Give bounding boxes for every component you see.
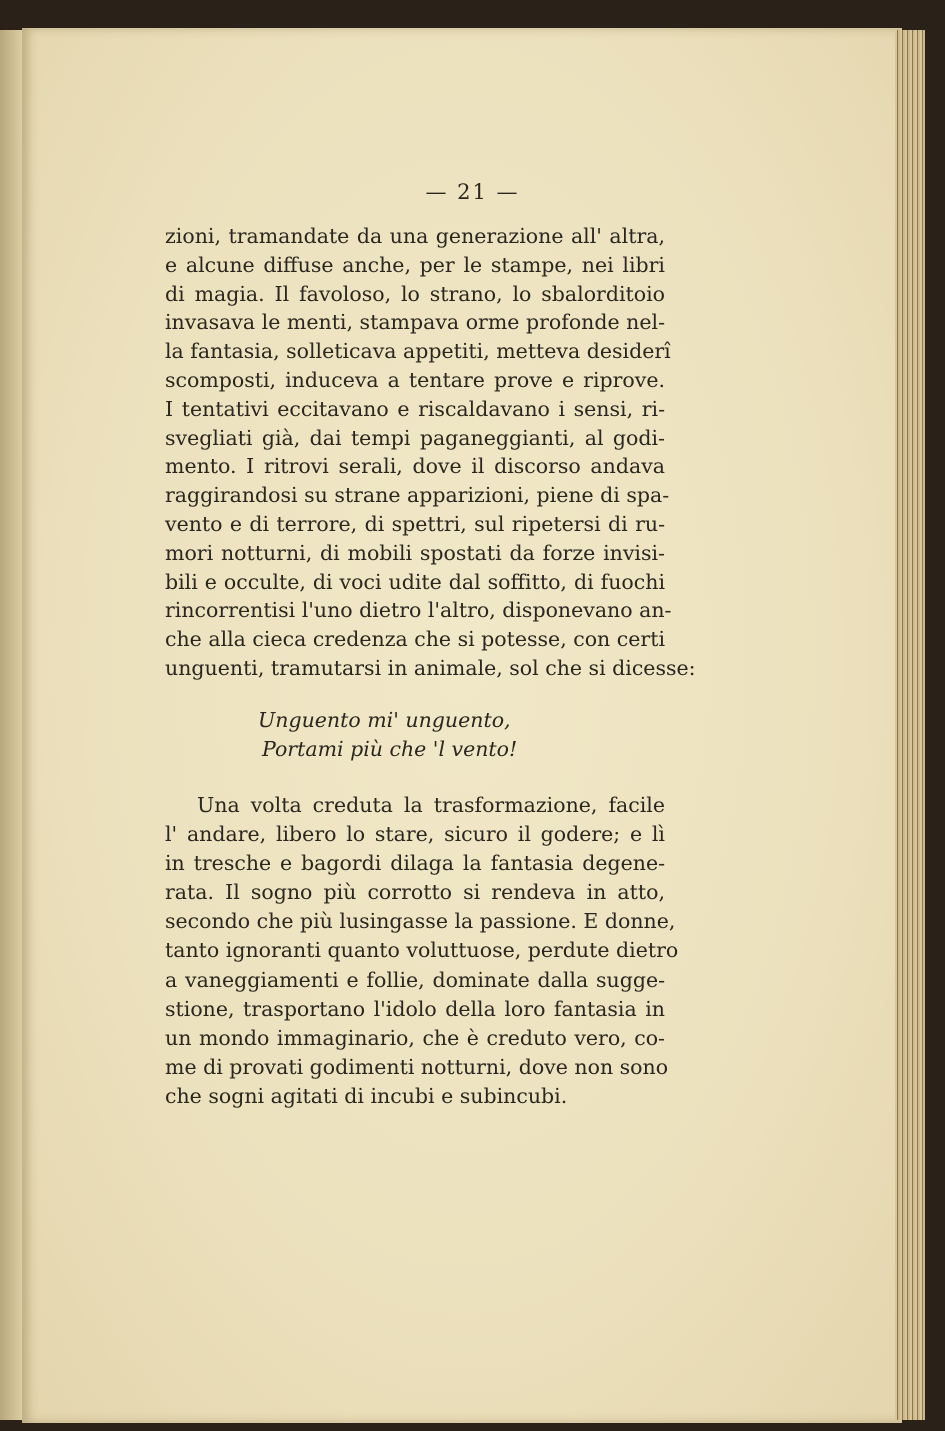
text-line: vento e di terrore, di spettri, sul ripetersi di ru- (165, 511, 665, 536)
text-line: la fantasia, solleticava appetiti, metteva desiderî (165, 339, 671, 364)
text-line: un mondo immaginario, che è creduto vero, co- (165, 1025, 665, 1050)
paragraph-1 (165, 222, 696, 683)
text-line: bili e occulte, di voci udite dal soffitto, di fuochi (165, 569, 665, 594)
facing-page-edge (0, 30, 22, 1420)
text-line: rincorrentisi l'uno dietro l'altro, disponevano an- (165, 598, 672, 623)
text-line: me di provati godimenti notturni, dove non sono (165, 1054, 669, 1079)
page-stack-edges (895, 30, 925, 1420)
text-line: tanto ignoranti quanto voluttuose, perdute dietro (165, 938, 679, 963)
text-line: l' andare, libero lo stare, sicuro il godere; e lì (165, 822, 665, 847)
text-line: unguenti, tramutarsi in animale, sol che si dicesse: (165, 655, 696, 680)
text-line: svegliati già, dai tempi paganeggianti, al godi- (165, 425, 665, 450)
text-line: stione, trasportano l'idolo della loro fantasia in (165, 996, 665, 1021)
text-line: scomposti, induceva a tentare prove e riprove. (165, 367, 665, 392)
text-line: invasava le menti, stampava orme profonde nel- (165, 310, 665, 335)
text-line: che sogni agitati di incubi e subincubi. (165, 1083, 568, 1108)
text-line: zioni, tramandate da una generazione all' altra, (165, 224, 665, 248)
text-line: mento. I ritrovi serali, dove il discorso andava (165, 454, 665, 479)
text-line: e alcune diffuse anche, per le stampe, nei libri (165, 252, 665, 277)
text-line: raggirandosi su strane apparizioni, piene di spa- (165, 483, 670, 508)
text-line: che alla cieca credenza che si potesse, con certi (165, 627, 665, 652)
text-line: Una volta creduta la trasformazione, facile (197, 793, 665, 817)
verse-line: Portami più che 'l vento! (262, 737, 518, 761)
text-line: di magia. Il favoloso, lo strano, lo sbalorditoio (165, 281, 665, 306)
text-line: rata. Il sogno più corrotto si rendeva in atto, (165, 880, 665, 905)
text-line: in tresche e bagordi dilaga la fantasia degene- (165, 851, 665, 876)
text-line: I tentativi eccitavano e riscaldavano i sensi, ri- (165, 396, 665, 421)
text-line: a vaneggiamenti e follie, dominate dalla sugge- (165, 967, 665, 992)
verse-quote (258, 706, 517, 764)
text-line: mori notturni, di mobili spostati da forze invisi- (165, 540, 665, 565)
page-number: — 21 — (425, 180, 520, 204)
text-line: secondo che più lusingasse la passione. E donne, (165, 909, 676, 934)
verse-line: Unguento mi' unguento, (258, 708, 511, 732)
paragraph-2 (165, 791, 679, 1111)
